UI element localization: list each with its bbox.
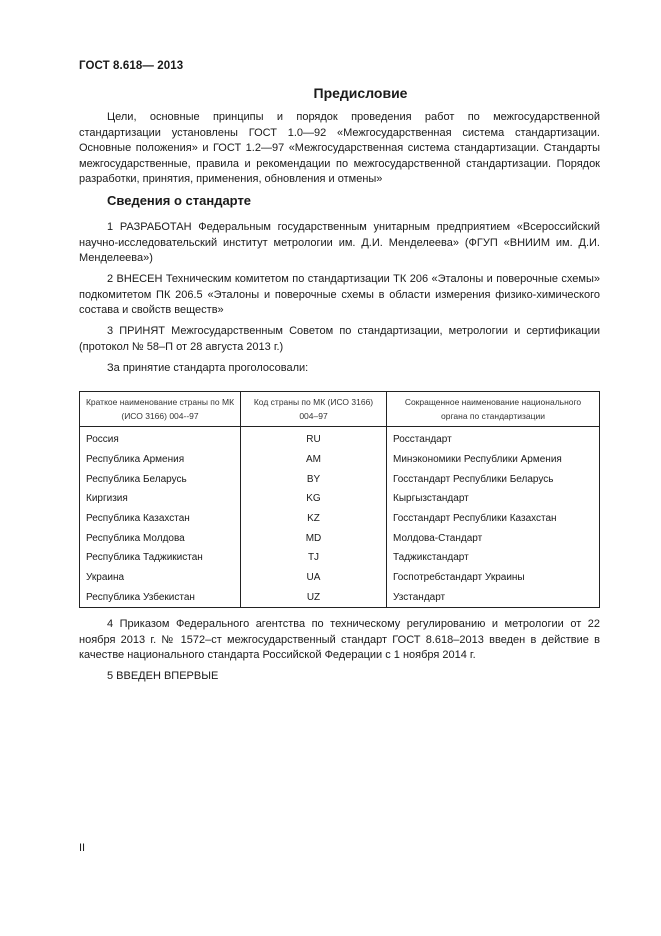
item-5-text: 5 ВВЕДЕН ВПЕРВЫЕ	[107, 670, 219, 682]
table-row	[80, 568, 600, 588]
table-row	[80, 450, 600, 470]
national-body-cell: Узстандарт	[387, 588, 600, 608]
national-body-cell: Минэкономики Республики Армения	[387, 450, 600, 470]
foreword-intro-text: Цели, основные принципы и порядок проведения работ по межгосударственной стандартизации установлены ГОСТ 1.0—92 «Межгосударственная система стандартизации. Основные положения» и ГОСТ 1.2—97 «Межгосударственная система стандартизации. Стандарты межгосударственные, правила и рекомендации по межгосударственной стандартизации. Порядок разработки, принятия, применения, обновления и отмены»	[79, 111, 600, 185]
table-row	[80, 588, 600, 608]
item-3-paragraph	[79, 324, 600, 355]
country-cell: Республика Армения	[80, 450, 241, 470]
item-3-text: 3 ПРИНЯТ Межгосударственным Советом по стандартизации, метрологии и сертификации (протокол № 58–П от 28 августа 2013 г.)	[79, 325, 600, 353]
table-row	[80, 548, 600, 568]
country-cell: Киргизия	[80, 489, 241, 509]
national-body-cell: Таджикстандарт	[387, 548, 600, 568]
code-cell: UA	[241, 568, 387, 588]
table-row	[80, 469, 600, 489]
item-1-text: 1 РАЗРАБОТАН Федеральным государственным унитарным предприятием «Всероссийский научно-исследовательский институт метрологии им. Д.И. Менделеева» (ФГУП «ВНИИМ им. Д.И. Менделеева»)	[79, 221, 600, 264]
table-row	[80, 528, 600, 548]
national-body-cell: Росстандарт	[387, 427, 600, 450]
code-cell: KZ	[241, 509, 387, 529]
code-cell: TJ	[241, 548, 387, 568]
code-cell: KG	[241, 489, 387, 509]
document-id-header: ГОСТ 8.618— 2013	[79, 60, 184, 72]
foreword-title: Предисловие	[313, 85, 408, 101]
table-row	[80, 509, 600, 529]
foreword-intro-paragraph	[79, 110, 600, 188]
standard-info-title: Сведения о стандарте	[107, 193, 252, 208]
country-cell: Республика Молдова	[80, 528, 241, 548]
code-cell: UZ	[241, 588, 387, 608]
table-row	[80, 489, 600, 509]
votes-table	[79, 391, 600, 608]
national-body-cell: Кыргызстандарт	[387, 489, 600, 509]
code-cell: RU	[241, 427, 387, 450]
votes-intro-text: За принятие стандарта проголосовали:	[107, 362, 309, 374]
column-header-national-body: Сокращенное наименование национального органа по стандартизации	[387, 392, 600, 427]
item-4-paragraph	[79, 617, 600, 664]
item-5-paragraph	[79, 669, 600, 685]
national-body-cell: Госстандарт Республики Казахстан	[387, 509, 600, 529]
country-cell: Украина	[80, 568, 241, 588]
item-4-text: 4 Приказом Федерального агентства по техническому регулированию и метрологии от 22 ноября 2013 г. № 1572–ст межгосударственный стандарт ГОСТ 8.618–2013 введен в действие в качестве национального стандарта Российской Федерации с 1 ноября 2014 г.	[79, 618, 600, 661]
national-body-cell: Госпотребстандарт Украины	[387, 568, 600, 588]
code-cell: BY	[241, 469, 387, 489]
item-2-paragraph	[79, 272, 600, 319]
item-2-text: 2 ВНЕСЕН Техническим комитетом по стандартизации ТК 206 «Эталоны и поверочные схемы» подкомитетом ПК 206.5 «Эталоны и поверочные схемы в области измерения физико-химического состава и свойств веществ»	[79, 273, 600, 316]
national-body-cell: Молдова-Стандарт	[387, 528, 600, 548]
column-header-country: Краткое наименование страны по МК (ИСО 3166) 004--97	[80, 392, 241, 427]
item-1-paragraph	[79, 220, 600, 267]
code-cell: MD	[241, 528, 387, 548]
country-cell: Республика Беларусь	[80, 469, 241, 489]
code-cell: AM	[241, 450, 387, 470]
country-cell: Республика Узбекистан	[80, 588, 241, 608]
page-number: II	[79, 842, 86, 854]
national-body-cell: Госстандарт Республики Беларусь	[387, 469, 600, 489]
table-row	[80, 427, 600, 450]
column-header-code: Код страны по МК (ИСО 3166) 004–97	[241, 392, 387, 427]
country-cell: Республика Казахстан	[80, 509, 241, 529]
country-cell: Россия	[80, 427, 241, 450]
country-cell: Республика Таджикистан	[80, 548, 241, 568]
votes-intro-paragraph	[79, 361, 600, 377]
votes-table-header-row	[80, 392, 600, 427]
